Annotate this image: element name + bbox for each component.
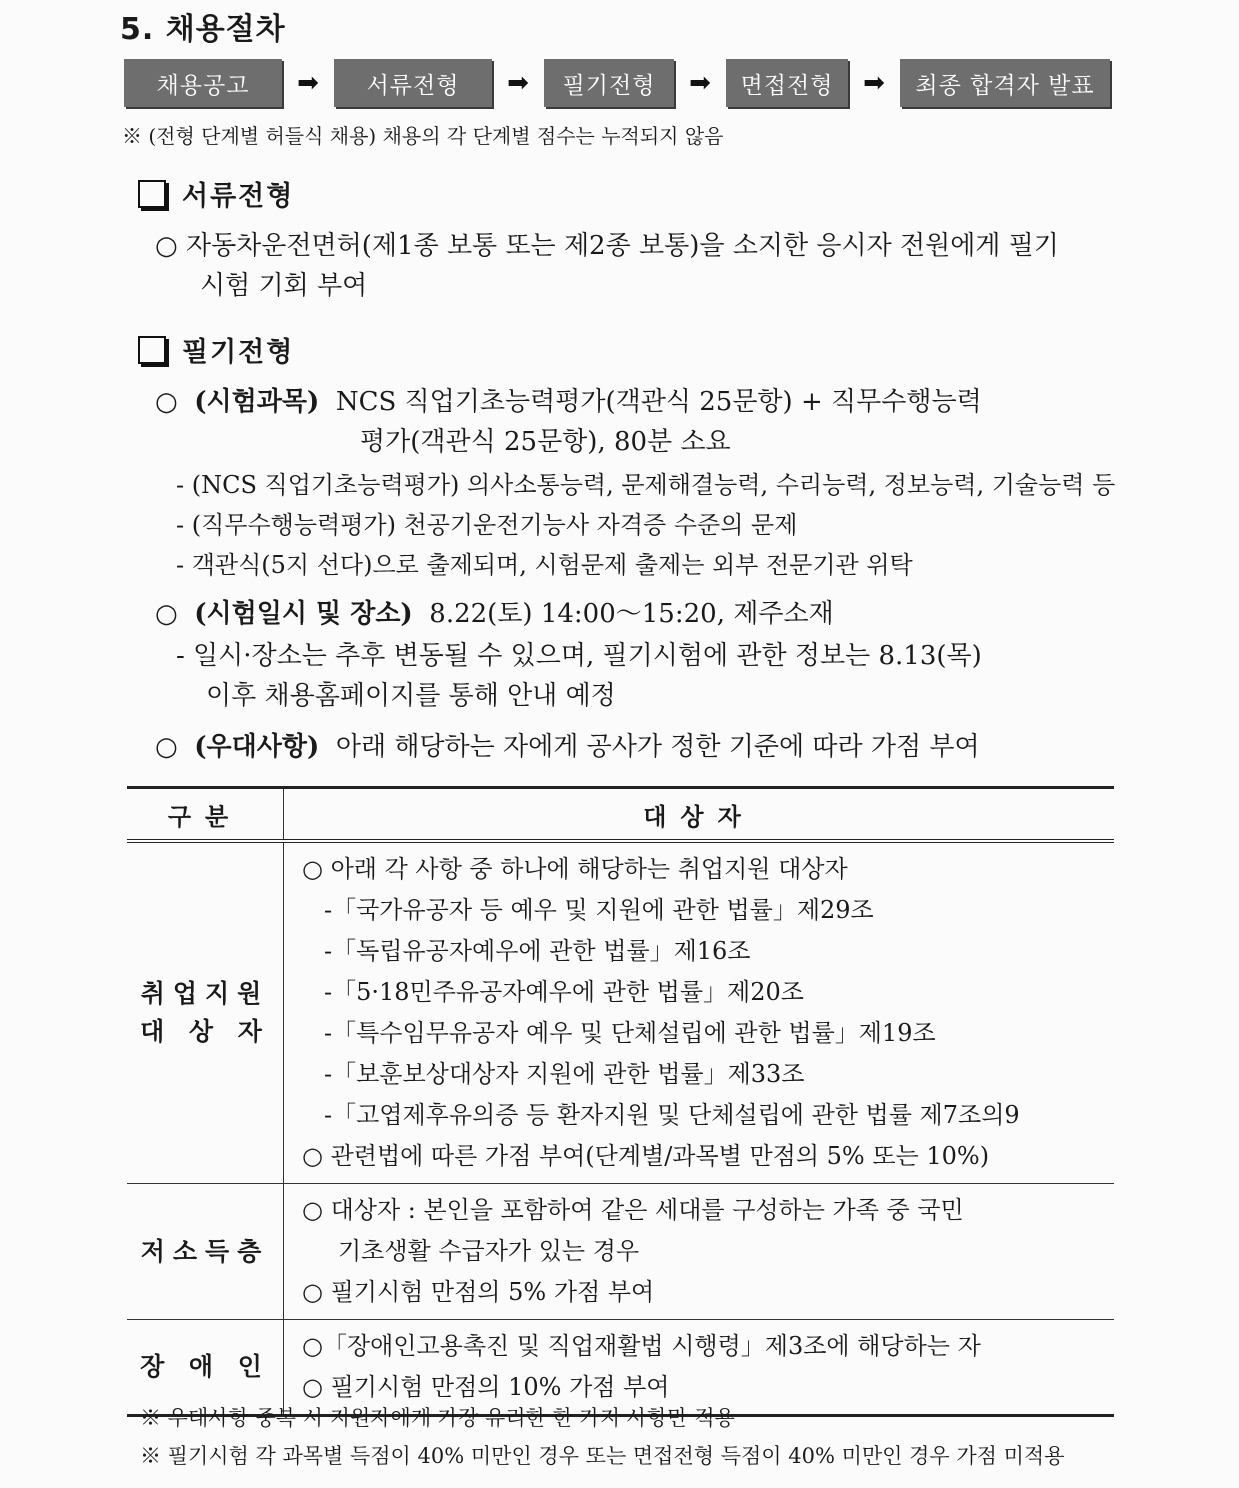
footnote-2: ※ 필기시험 각 과목별 득점이 40% 미만인 경우 또는 면접전형 득점이 40% 미만인 경우 가점 미적용: [140, 1444, 1065, 1468]
step-final-announcement: 최종 합격자 발표: [900, 59, 1110, 107]
target-employment: ○ 아래 각 사항 중 하나에 해당하는 취업지원 대상자 -「국가유공자 등 예우 및 지원에 관한 법률」제29조 -「독립유공자예우에 관한 법률」제16조 -「5·18민주유공자예우에 관한 법률」제20조 -「특수임무유공자 예우 및 단체설립에 관한 법률」제19조 -「보훈보상대상자 지원에 관한 법률」제33조 -「고엽제후유의증 등 환자지원 및 단체설립에 관한 법률 제7조의9 ○ 관련법에 따른 가점 부여(단계별/과목별 만점의 5% 또는 10%): [284, 841, 1115, 1184]
target-disabled: ○「장애인고용촉진 및 직업재활법 시행령」제3조에 해당하는 자 ○ 필기시험 만점의 10% 가점 부여: [284, 1320, 1115, 1416]
pref-line: ○ (우대사항) 아래 해당하는 자에게 공사가 정한 기준에 따라 가점 부여: [155, 732, 980, 762]
table-row: [127, 841, 1114, 1184]
header-target: 대상자: [284, 788, 1115, 842]
section-written-heading: 필기전형: [138, 330, 294, 369]
step-written-exam: 필기전형: [544, 59, 674, 107]
subjects-line2: 평가(객관식 25문항), 80분 소요: [360, 427, 731, 457]
subjects-line1: ○ (시험과목) NCS 직업기초능력평가(객관식 25문항) + 직무수행능력: [155, 387, 982, 417]
dash-format: - 객관식(5지 선다)으로 출제되며, 시험문제 출제는 외부 전문기관 위탁: [176, 551, 913, 579]
category-low-income: 저소득층: [127, 1184, 284, 1320]
date-dash-line1: - 일시·장소는 추후 변동될 수 있으며, 필기시험에 관한 정보는 8.13(목): [176, 641, 982, 671]
arrow-icon: ➡: [507, 68, 529, 98]
checkbox-icon: [138, 180, 166, 208]
preference-table: [127, 786, 1114, 1417]
dash-ncs: - (NCS 직업기초능력평가) 의사소통능력, 문제해결능력, 수리능력, 정보능력, 기술능력 등: [176, 471, 1116, 499]
doc-bullet-line1: ○ 자동차운전면허(제1종 보통 또는 제2종 보통)을 소지한 응시자 전원에게 필기: [155, 231, 1059, 261]
subjects-label: (시험과목): [194, 387, 320, 417]
arrow-icon: ➡: [297, 68, 319, 98]
process-steps: [124, 58, 1110, 108]
arrow-icon: ➡: [689, 68, 711, 98]
footnote-1: ※ 우대사항 중복 시 지원자에게 가장 유리한 한 가지 사항만 적용: [140, 1406, 735, 1430]
pref-label: (우대사항): [194, 732, 320, 762]
arrow-icon: ➡: [863, 68, 885, 98]
step-interview: 면접전형: [726, 59, 848, 107]
steps-note: ※ (전형 단계별 허들식 채용) 채용의 각 단계별 점수는 누적되지 않음: [122, 124, 724, 148]
date-label: (시험일시 및 장소): [194, 599, 413, 629]
checkbox-icon: [138, 336, 166, 364]
doc-bullet-line2: 시험 기회 부여: [200, 271, 368, 301]
target-low-income: ○ 대상자 : 본인을 포함하여 같은 세대를 구성하는 가족 중 국민 기초생활 수급자가 있는 경우 ○ 필기시험 만점의 5% 가점 부여: [284, 1184, 1115, 1320]
dash-job: - (직무수행능력평가) 천공기운전기능사 자격증 수준의 문제: [176, 511, 798, 539]
section-document-heading: 서류전형: [138, 174, 294, 213]
date-line: ○ (시험일시 및 장소) 8.22(토) 14:00～15:20, 제주소재: [155, 599, 834, 629]
category-disabled: 장 애 인: [127, 1320, 284, 1416]
table-row: [127, 1184, 1114, 1320]
date-dash-line2: 이후 채용홈페이지를 통해 안내 예정: [206, 681, 616, 711]
header-category: 구분: [127, 788, 284, 842]
step-document-screening: 서류전형: [334, 59, 492, 107]
category-employment: 취업지원 대 상 자: [127, 841, 284, 1184]
page-title: 5. 채용절차: [120, 12, 286, 47]
step-announcement: 채용공고: [124, 59, 282, 107]
